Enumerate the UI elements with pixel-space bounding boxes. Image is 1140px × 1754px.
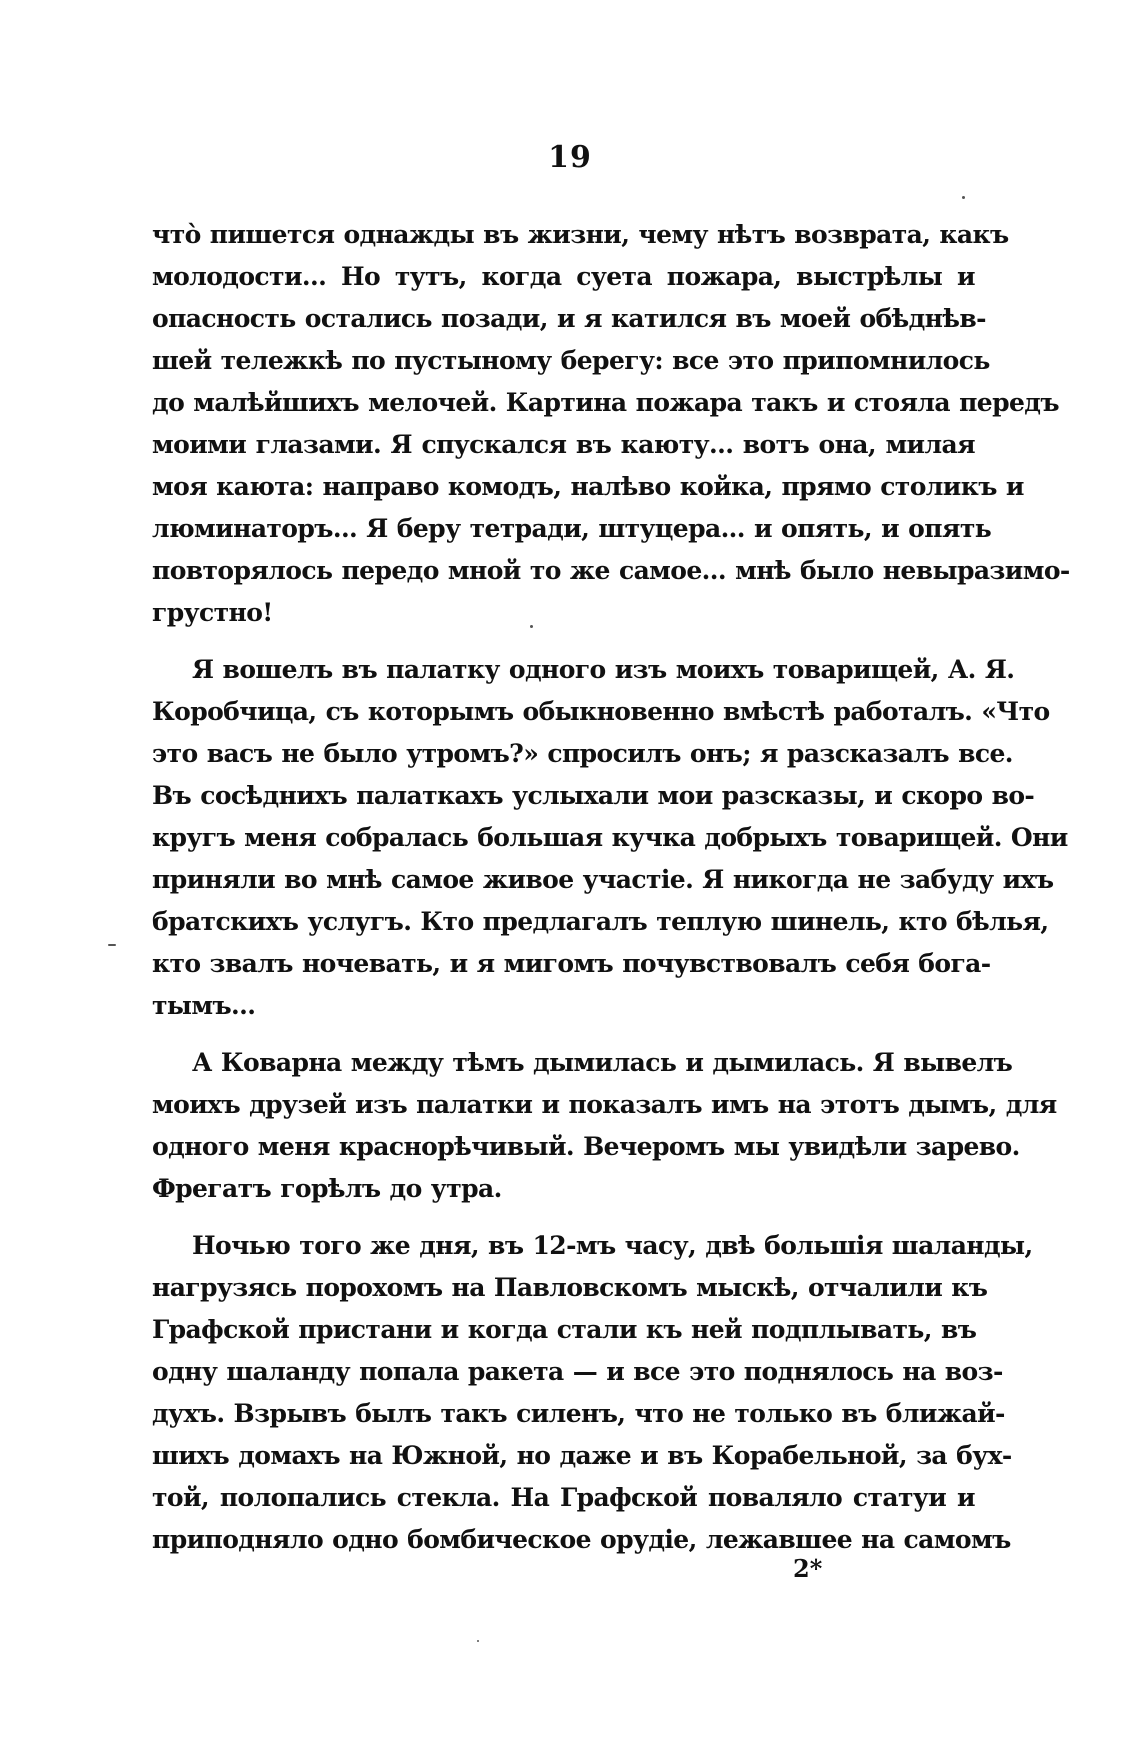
text-line: до малѣйшихъ мелочей. Картина пожара такъ и стояла передъ [152, 388, 1059, 417]
text-line: Фрегатъ горѣлъ до утра. [152, 1174, 502, 1203]
scan-speck [477, 1640, 479, 1642]
text-line: грустно! [152, 598, 273, 627]
paragraph-3 [152, 1042, 1057, 1210]
text-line: тымъ... [152, 991, 256, 1020]
text-line: молодости... Но тутъ, когда суета пожара, выстрѣлы и [152, 262, 975, 291]
text-line: люминаторъ... Я беру тетради, штуцера... и опять, и опять [152, 514, 992, 543]
signature-mark: 2* [793, 1554, 823, 1583]
text-line: моихъ друзей изъ палатки и показалъ имъ на этотъ дымъ, для [152, 1090, 1057, 1119]
text-line: Коробчица, съ которымъ обыкновенно вмѣстѣ работалъ. «Что [152, 697, 1050, 726]
text-line: моя каюта: направо комодъ, налѣво койка, прямо столикъ и [152, 472, 1024, 501]
paragraph-2 [152, 649, 1068, 1027]
text-line: кто звалъ ночевать, и я мигомъ почувствовалъ себя бога- [152, 949, 991, 978]
text-line: приняли во мнѣ самое живое участіе. Я никогда не забуду ихъ [152, 865, 1054, 894]
text-line: нагрузясь порохомъ на Павловскомъ мыскѣ, отчалили къ [152, 1273, 988, 1302]
scan-speck [530, 625, 533, 628]
text-line: духъ. Взрывъ былъ такъ силенъ, что не только въ ближай- [152, 1399, 1005, 1428]
text-line: Въ сосѣднихъ палаткахъ услыхали мои разсказы, и скоро во- [152, 781, 1035, 810]
page-number: 19 [548, 140, 592, 175]
text-line: кругъ меня собралась большая кучка добрыхъ товарищей. Они [152, 823, 1068, 852]
scan-speck [108, 944, 116, 946]
text-line: А Коварна между тѣмъ дымилась и дымилась. Я вывелъ [192, 1048, 1013, 1077]
text-line: моими глазами. Я спускался въ каюту... вотъ она, милая [152, 430, 975, 459]
text-line: шихъ домахъ на Южной, но даже и въ Корабельной, за бух- [152, 1441, 1012, 1470]
text-line: опасность остались позади, и я катился въ моей обѣднѣв- [152, 304, 986, 333]
text-line: это васъ не было утромъ?» спросилъ онъ; я разсказалъ все. [152, 739, 1013, 768]
text-line: что̀ пишется однажды въ жизни, чему нѣтъ возврата, какъ [152, 220, 1009, 249]
scan-speck [962, 196, 965, 199]
text-line: приподняло одно бомбическое орудіе, лежавшее на самомъ [152, 1525, 1011, 1554]
paragraph-1 [152, 214, 1070, 634]
text-line: одного меня краснорѣчивый. Вечеромъ мы увидѣли зарево. [152, 1132, 1020, 1161]
paragraph-4 [152, 1225, 1033, 1561]
text-line: братскихъ услугъ. Кто предлагалъ теплую шинель, кто бѣлья, [152, 907, 1049, 936]
text-line: Я вошелъ въ палатку одного изъ моихъ товарищей, А. Я. [192, 655, 1015, 684]
text-line: Графской пристани и когда стали къ ней подплывать, въ [152, 1315, 977, 1344]
page-body-text [152, 214, 1070, 1561]
text-line: шей тележкѣ по пустыному берегу: все это припомнилось [152, 346, 990, 375]
text-line: одну шаланду попала ракета — и все это поднялось на воз- [152, 1357, 1003, 1386]
text-line: Ночью того же дня, въ 12-мъ часу, двѣ большія шаланды, [192, 1231, 1033, 1260]
text-line: повторялось передо мной то же самое... мнѣ было невыразимо- [152, 556, 1070, 585]
text-line: той, полопались стекла. На Графской поваляло статуи и [152, 1483, 975, 1512]
